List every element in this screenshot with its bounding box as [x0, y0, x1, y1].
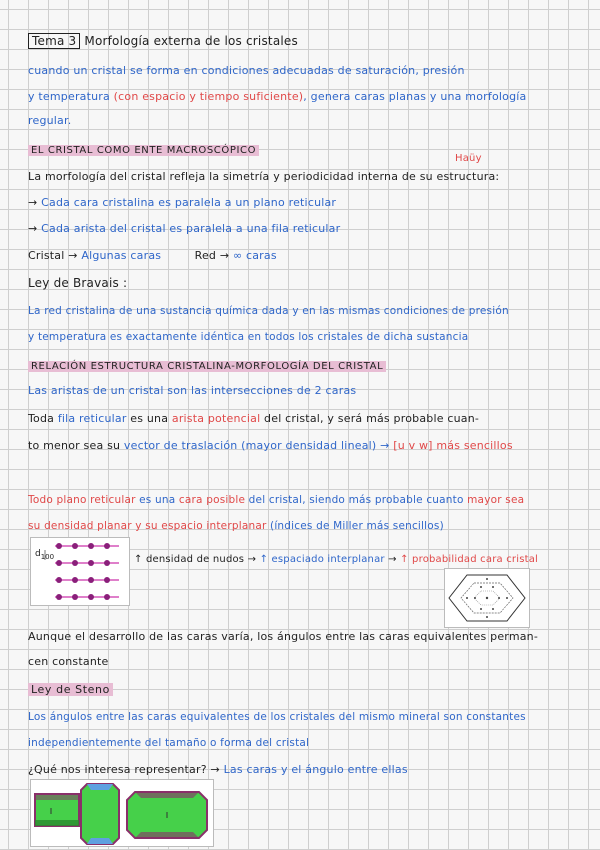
- hauy-note: Haüy: [455, 153, 482, 164]
- section1-line-4: Cristal → Algunas caras Red → ∞ caras: [28, 249, 277, 262]
- section1-line-3: → Cada arista del cristal es paralela a una fila reticular: [28, 222, 341, 235]
- section3-line-2: cen constante: [28, 655, 109, 668]
- title-text: Morfología externa de los cristales: [84, 34, 298, 48]
- topic-box: Tema 3: [28, 33, 80, 49]
- question-line: ¿Qué nos interesa representar? → Las caras y el ángulo entre ellas: [28, 763, 408, 776]
- section3-line-1: Aunque el desarrollo de las caras varía, los ángulos entre las caras equivalentes perman-: [28, 630, 539, 643]
- steno-line-2: independientemente del tamaño o forma del cristal: [28, 737, 310, 749]
- density-line: ↑ densidad de nudos → ↑ espaciado interplanar → ↑ probabilidad cara cristal: [134, 554, 539, 565]
- section1-line-2: → Cada cara cristalina es paralela a un plano reticular: [28, 196, 337, 209]
- section2-line-3: to menor sea su vector de traslación (mayor densidad lineal) → [u v w] más sencillos: [28, 439, 513, 452]
- intro-line-2: y temperatura (con espacio y tiempo suficiente), genera caras planas y una morfología: [28, 90, 527, 103]
- section2-line-2: Toda fila reticular es una arista potencial del cristal, y será más probable cuan-: [28, 412, 480, 425]
- section2-line-5: su densidad planar y su espacio interplanar (índices de Miller más sencillos): [28, 520, 444, 532]
- intro-line-3: regular.: [28, 114, 72, 127]
- section-heading-1: EL CRISTAL COMO ENTE MACROSCÓPICO: [28, 143, 259, 158]
- bravais-line-1: La red cristalina de una sustancia química dada y en las mismas condiciones de presión: [28, 305, 509, 317]
- steno-line-1: Los ángulos entre las caras equivalentes de los cristales del mismo mineral son constantes: [28, 711, 526, 723]
- section2-line-1: Las aristas de un cristal son las intersecciones de 2 caras: [28, 384, 357, 397]
- page-title: [28, 34, 298, 48]
- hexagon-figure: [444, 568, 530, 628]
- bravais-line-2: y temperatura es exactamente idéntica en todos los cristales de dicha sustancia: [28, 331, 469, 343]
- lattice-rows-figure: [30, 537, 130, 606]
- crystal-shapes-figure: [30, 779, 214, 847]
- intro-line-1: cuando un cristal se forma en condiciones adecuadas de saturación, presión: [28, 64, 465, 77]
- section1-line-1: La morfología del cristal refleja la simetría y periodicidad interna de su estructura:: [28, 170, 500, 183]
- hexagon-svg: [445, 569, 529, 627]
- section-heading-2: RELACIÓN ESTRUCTURA CRISTALINA-MORFOLOGÍA DEL CRISTAL: [28, 359, 386, 374]
- d-label: $d_{100}$: [35, 549, 55, 561]
- steno-label: Ley de Steno: [28, 683, 113, 697]
- bravais-label: Ley de Bravais :: [28, 276, 128, 290]
- section2-line-4: Todo plano reticular es una cara posible del cristal, siendo más probable cuanto mayor sea: [28, 494, 525, 506]
- crystal-shapes-svg: [31, 780, 213, 846]
